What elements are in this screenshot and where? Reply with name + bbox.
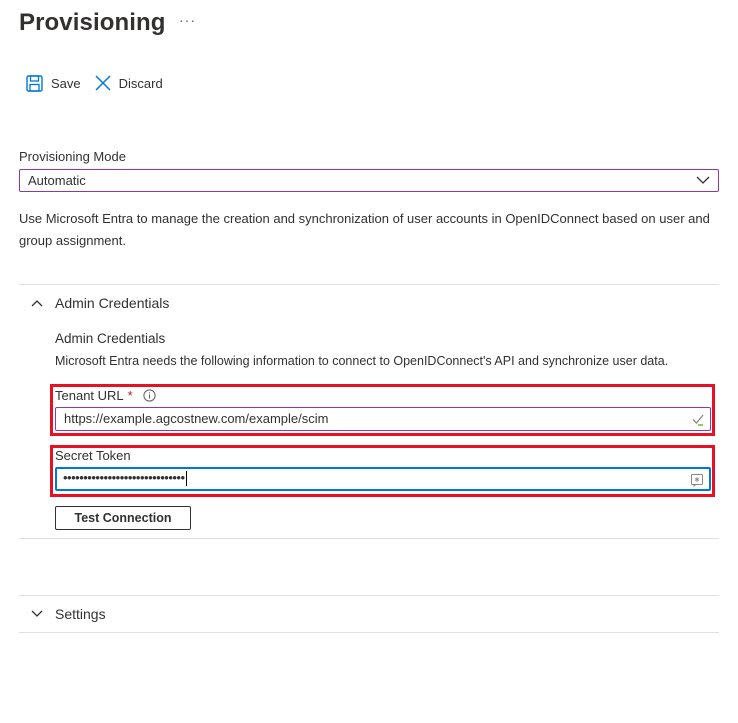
admin-credentials-description: Microsoft Entra needs the following information to connect to OpenIDConnect's API and synchronize user data. bbox=[55, 354, 669, 368]
admin-credentials-title: Admin Credentials bbox=[55, 331, 166, 346]
tenant-url-label-text: Tenant URL bbox=[55, 388, 124, 403]
discard-label: Discard bbox=[118, 75, 163, 91]
tenant-url-label bbox=[55, 388, 156, 403]
secret-token-label-text: Secret Token bbox=[55, 448, 131, 463]
info-icon[interactable] bbox=[143, 389, 156, 402]
validation-check-icon bbox=[691, 412, 705, 426]
secret-token-value bbox=[63, 470, 187, 486]
admin-credentials-section-header[interactable] bbox=[31, 295, 169, 311]
provisioning-mode-label: Provisioning Mode bbox=[19, 149, 126, 164]
settings-section-header[interactable] bbox=[31, 606, 106, 622]
secret-token-label bbox=[55, 448, 131, 463]
settings-header-label: Settings bbox=[55, 606, 106, 622]
divider bbox=[19, 538, 719, 539]
required-marker: * bbox=[127, 388, 133, 403]
tenant-url-input[interactable] bbox=[55, 407, 711, 431]
save-button[interactable] bbox=[26, 75, 81, 92]
provisioning-mode-dropdown[interactable] bbox=[19, 169, 719, 192]
chevron-up-icon bbox=[31, 299, 43, 307]
admin-credentials-header-label: Admin Credentials bbox=[55, 295, 170, 311]
password-reveal-icon[interactable] bbox=[690, 473, 704, 487]
save-icon bbox=[26, 75, 43, 92]
text-cursor bbox=[186, 471, 187, 486]
discard-button[interactable] bbox=[95, 75, 163, 91]
divider bbox=[19, 632, 719, 633]
provisioning-description: Use Microsoft Entra to manage the creation and synchronization of user accounts in OpenIDConnect based on user and group assignment. bbox=[19, 211, 710, 248]
test-connection-button[interactable]: Test Connection bbox=[55, 506, 191, 530]
chevron-down-icon bbox=[696, 175, 710, 185]
tenant-url-value: https://example.agcostnew.com/example/scim bbox=[64, 411, 329, 426]
secret-token-input[interactable] bbox=[55, 467, 711, 491]
close-icon bbox=[95, 75, 111, 91]
command-bar bbox=[26, 72, 163, 94]
page-title: Provisioning bbox=[19, 9, 166, 36]
divider bbox=[19, 595, 719, 596]
secret-token-masked: •••••••••••••••••••••••••••••• bbox=[63, 470, 185, 485]
divider bbox=[19, 284, 719, 285]
chevron-down-icon bbox=[31, 610, 43, 618]
provisioning-mode-value: Automatic bbox=[28, 173, 86, 188]
save-label: Save bbox=[51, 75, 81, 91]
more-options-button[interactable]: ··· bbox=[179, 12, 196, 28]
